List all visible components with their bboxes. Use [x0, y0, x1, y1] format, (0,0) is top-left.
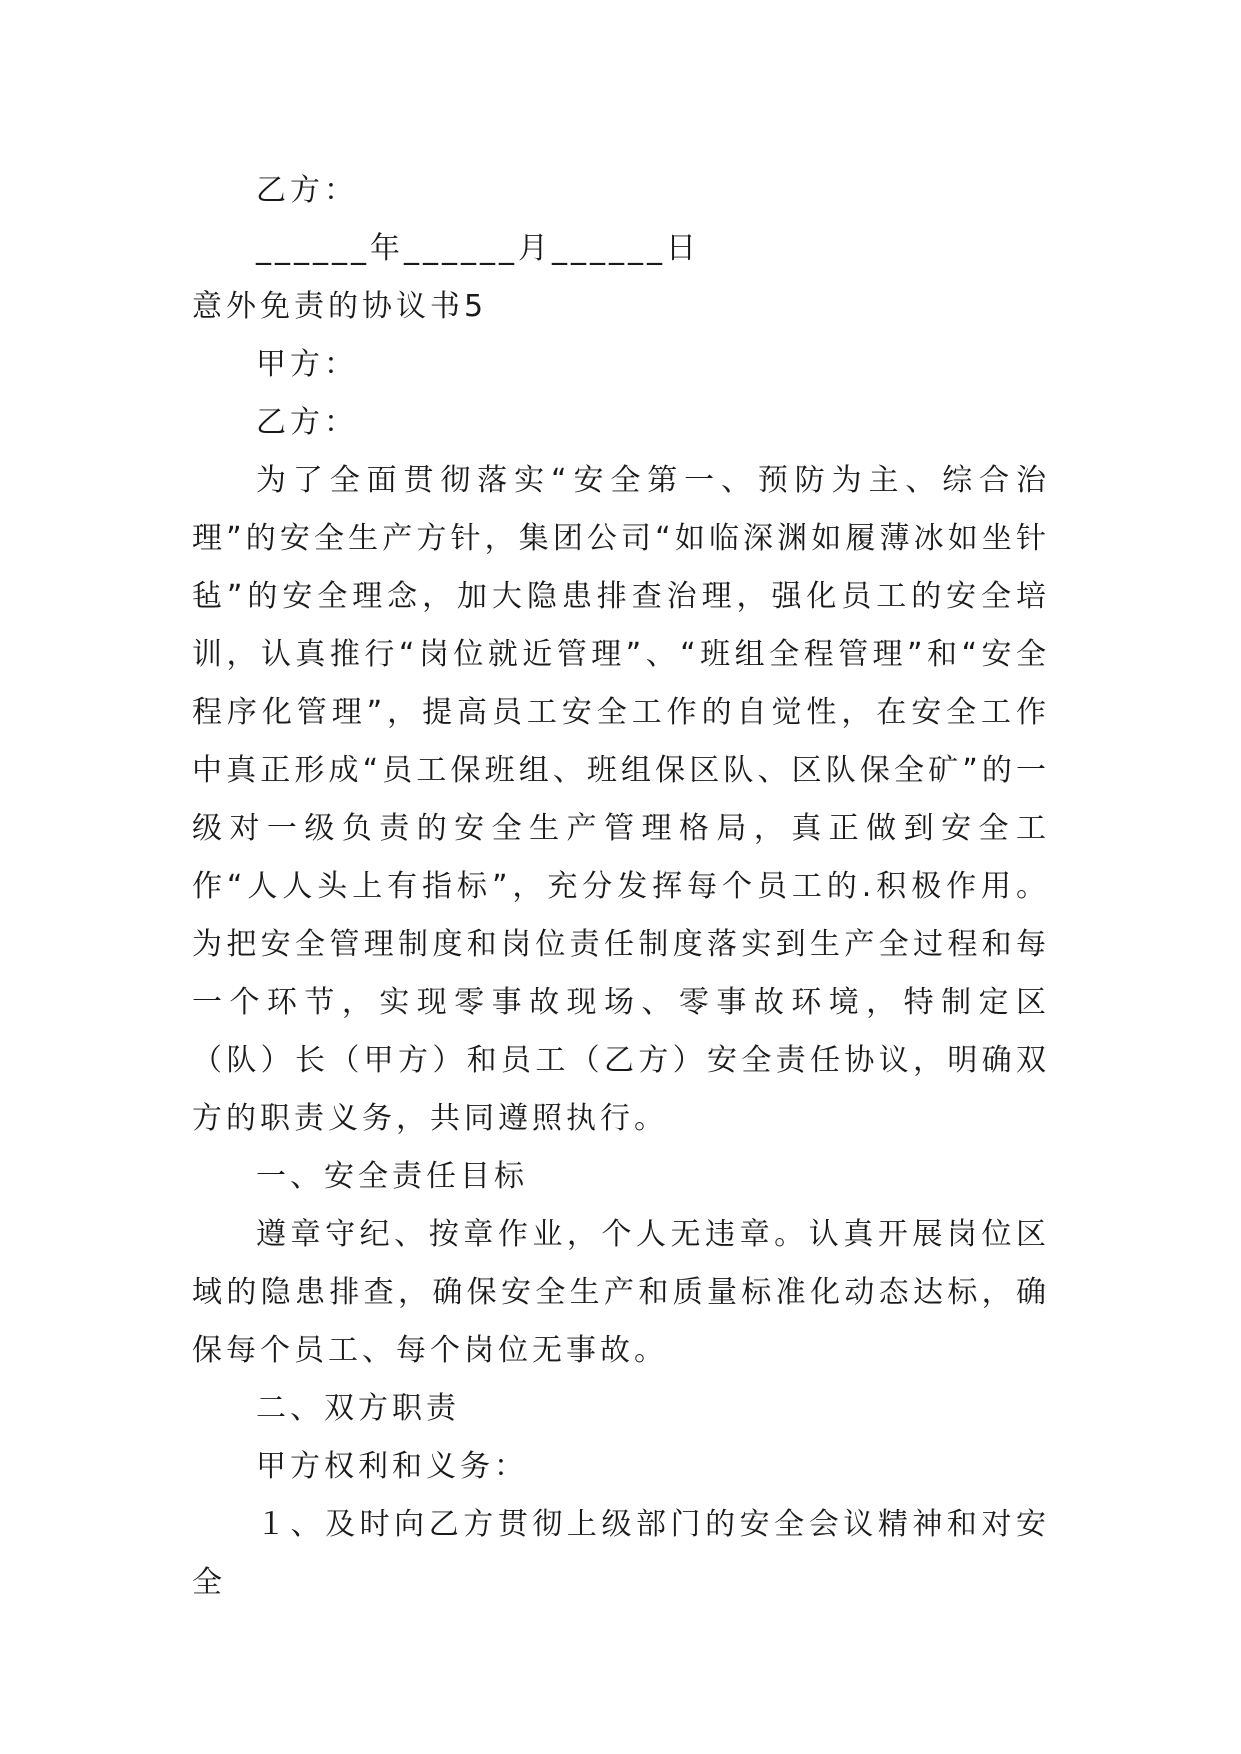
document-title: 意外免责的协议书5: [192, 289, 488, 324]
section-body-responsibility-goals: 遵章守纪、按章作业，个人无违章。认真开展岗位区域的隐患排查，确保安全生产和质量标准化动态达标，确保每个员工、每个岗位无事故。: [192, 1217, 1050, 1368]
list-item: １、及时向乙方贯彻上级部门的安全会议精神和对安全: [192, 1507, 1050, 1600]
party-b-label: 乙方：: [256, 405, 358, 440]
party-b-signature-label: 乙方：: [256, 173, 358, 208]
document-body: [192, 162, 1050, 1612]
section-heading-responsibility-goals: 一、安全责任目标: [256, 1159, 528, 1194]
date-line: ______年______月______日: [256, 231, 700, 266]
section-heading-duties: 二、双方职责: [256, 1391, 460, 1426]
party-a-label: 甲方：: [256, 347, 358, 382]
party-a-rights-heading: 甲方权利和义务：: [256, 1449, 528, 1484]
intro-paragraph: 为了全面贯彻落实“安全第一、预防为主、综合治理”的安全生产方针，集团公司“如临深渊如履薄冰如坐针毡”的安全理念，加大隐患排查治理，强化员工的安全培训，认真推行“岗位就近管理”、“班组全程管理”和“安全程序化管理”，提高员工安全工作的自觉性，在安全工作中真正形成“员工保班组、班组保区队、区队保全矿”的一级对一级负责的安全生产管理格局，真正做到安全工作“人人头上有指标”，充分发挥每个员工的.积极作用。为把安全管理制度和岗位责任制度落实到生产全过程和每一个环节，实现零事故现场、零事故环境，特制定区（队）长（甲方）和员工（乙方）安全责任协议，明确双方的职责义务，共同遵照执行。: [192, 463, 1050, 1136]
